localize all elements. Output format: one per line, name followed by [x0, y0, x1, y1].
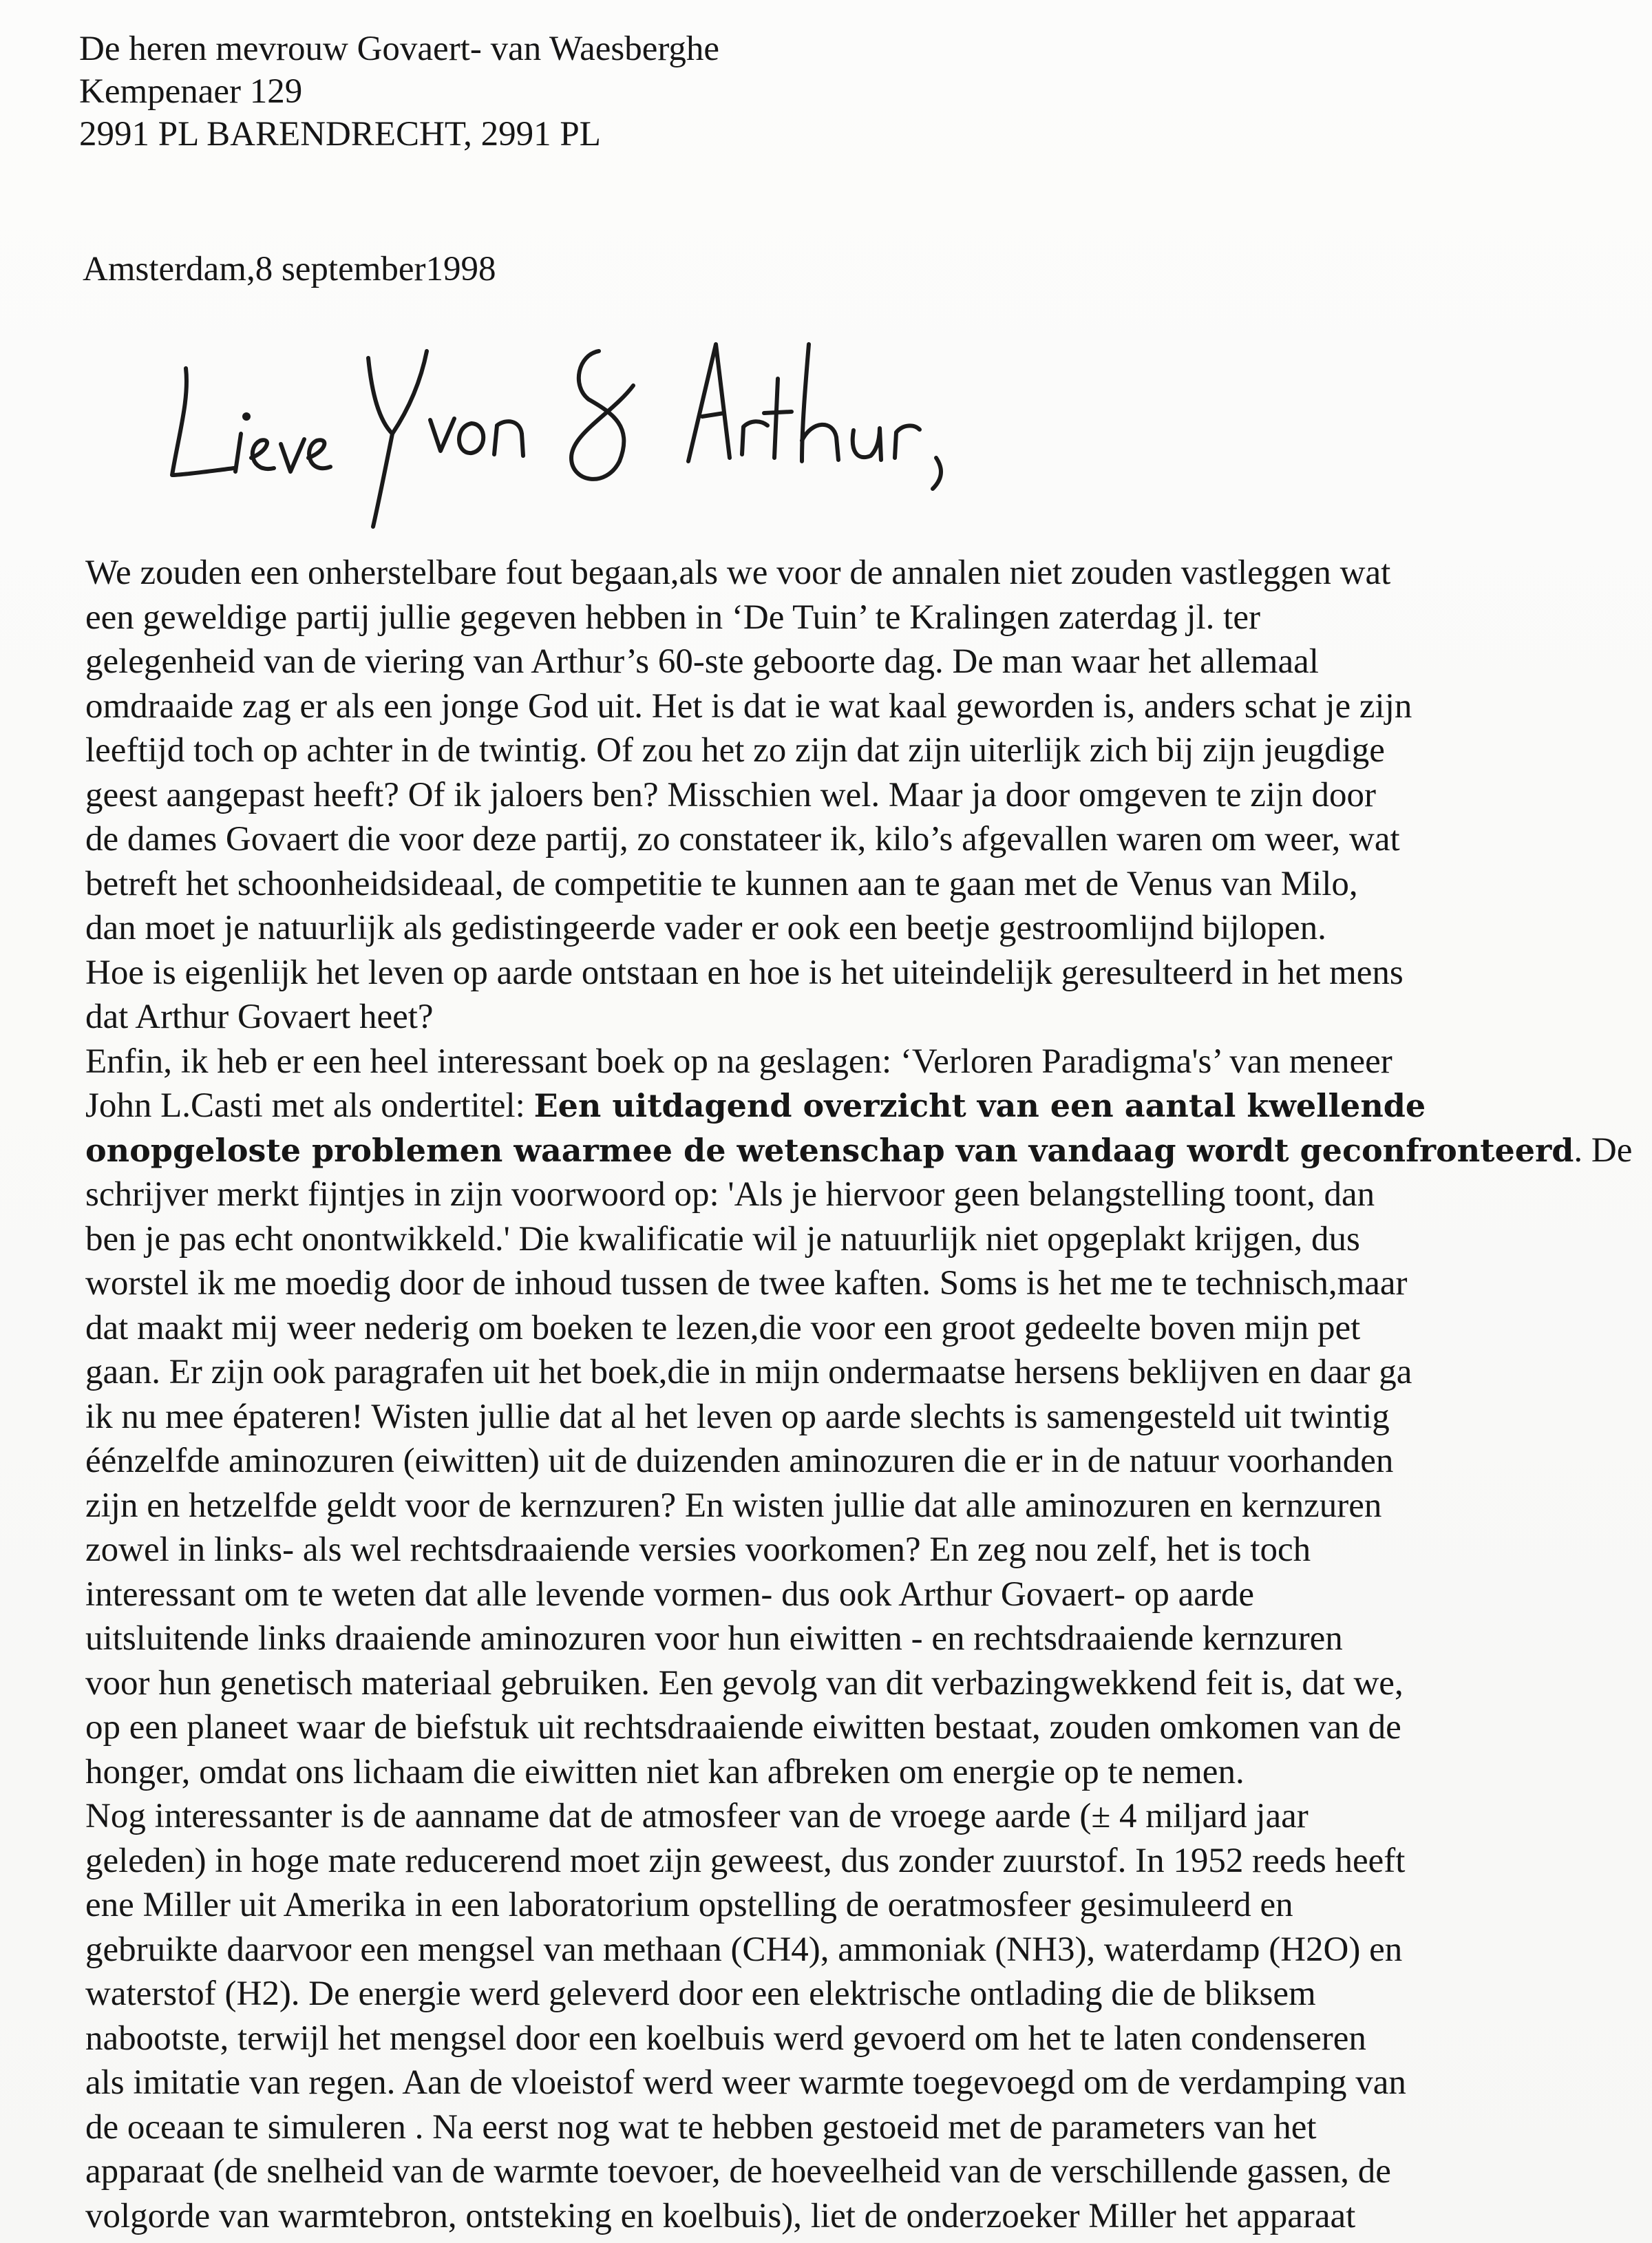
body-line: ben je pas echt onontwikkeld.' Die kwalificatie wil je natuurlijk niet opgeplakt krijgen, dus	[85, 1219, 1360, 1259]
body-line: zowel in links- als wel rechtsdraaiende versies voorkomen? En zeg nou zelf, het is toch	[85, 1530, 1311, 1569]
body-line: éénzelfde aminozuren (eiwitten) uit de duizenden aminozuren die er in de natuur voorhanden	[85, 1442, 1394, 1480]
body-line: dat maakt mij weer nederig om boeken te lezen,die voor een groot gedeelte boven mijn pet	[85, 1308, 1361, 1347]
body-line: John L.Casti met als ondertitel: Een uitdagend overzicht van een aantal kwellende	[85, 1086, 1426, 1125]
body-line: geest aangepast heeft? Of ik jaloers ben? Misschien wel. Maar ja door omgeven te zijn door	[85, 775, 1376, 814]
body-line: ene Miller uit Amerika in een laboratorium opstelling de oeratmosfeer gesimuleerd en	[85, 1886, 1293, 1924]
body-line: worstel ik me moedig door de inhoud tussen de twee kaften. Soms is het me te technisch,maar	[85, 1264, 1408, 1303]
address-line-city: 2991 PL BARENDRECHT, 2991 PL	[79, 115, 601, 154]
body-line: geleden) in hoge mate reducerend moet zijn geweest, dus zonder zuurstof. In 1952 reeds heeft	[85, 1841, 1406, 1880]
body-line: omdraaide zag er als een jonge God uit. Het is dat ie wat kaal geworden is, anders schat je zijn	[85, 686, 1412, 726]
body-line: zijn en hetzelfde geldt voor de kernzuren? En wisten jullie dat alle aminozuren en kernzuren	[85, 1486, 1382, 1525]
address-line-street: Kempenaer 129	[79, 72, 303, 111]
body-line: Hoe is eigenlijk het leven op aarde ontstaan en hoe is het uiteindelijk geresulteerd in het mens	[85, 953, 1404, 992]
body-line: gelegenheid van de viering van Arthur’s 60-ste geboorte dag. De man waar het allemaal	[85, 642, 1319, 681]
book-subtitle-bold: onopgeloste problemen waarmee de wetenschap van vandaag wordt geconfronteerd	[85, 1131, 1574, 1169]
handwritten-salutation	[158, 303, 957, 537]
body-line: volgorde van warmtebron, ontsteking en koelbuis), liet de onderzoeker Miller het apparaat	[85, 2196, 1356, 2235]
body-line: dat Arthur Govaert heet?	[85, 998, 434, 1036]
body-line: dan moet je natuurlijk als gedistingeerde vader er ook een beetje gestroomlijnd bijlopen.	[85, 909, 1326, 947]
body-line: gebruikte daarvoor een mengsel van methaan (CH4), ammoniak (NH3), waterdamp (H2O) en	[85, 1930, 1403, 1969]
body-line: leeftijd toch op achter in de twintig. Of zou het zo zijn dat zijn uiterlijk zich bij zijn jeugdige	[85, 731, 1385, 770]
body-line: een geweldige partij jullie gegeven hebben in ‘De Tuin’ te Kralingen zaterdag jl. ter	[85, 598, 1260, 637]
letter-body	[85, 551, 1633, 2238]
body-line: de oceaan te simuleren . Na eerst nog wat te hebben gestoeid met de parameters van het	[85, 2107, 1317, 2147]
recipient-address	[79, 28, 1112, 156]
body-line: waterstof (H2). De energie werd geleverd door een elektrische ontlading die de bliksem	[85, 1975, 1316, 2013]
body-line: Nog interessanter is de aanname dat de atmosfeer van de vroege aarde (± 4 miljard jaar	[85, 1797, 1309, 1835]
body-line: betreft het schoonheidsideaal, de competitie te kunnen aan te gaan met de Venus van Milo,	[85, 864, 1358, 903]
body-line: onopgeloste problemen waarmee de wetenschap van vandaag wordt geconfronteerd. De	[85, 1130, 1633, 1170]
body-line: op een planeet waar de biefstuk uit rechtsdraaiende eiwitten bestaat, zouden omkomen van de	[85, 1708, 1401, 1747]
body-line: ik nu mee épateren! Wisten jullie dat al het leven op aarde slechts is samengesteld uit twintig	[85, 1397, 1390, 1436]
body-line: apparaat (de snelheid van de warmte toevoer, de hoeveelheid van de verschillende gassen, de	[85, 2152, 1391, 2191]
book-subtitle-bold: Een uitdagend overzicht van een aantal kwellende	[533, 1087, 1426, 1124]
body-line: Enfin, ik heb er een heel interessant boek op na geslagen: ‘Verloren Paradigma's’ van meneer	[85, 1042, 1392, 1081]
body-line: de dames Govaert die voor deze partij, zo constateer ik, kilo’s afgevallen waren om weer, wat	[85, 820, 1400, 859]
body-line: interessant om te weten dat alle levende vormen- dus ook Arthur Govaert- op aarde	[85, 1575, 1254, 1614]
address-line-name: De heren mevrouw Govaert- van Waesberghe	[79, 30, 720, 68]
body-line: nabootste, terwijl het mengsel door een koelbuis werd gevoerd om het te laten condenseren	[85, 2019, 1366, 2058]
body-line: voor hun genetisch materiaal gebruiken. Een gevolg van dit verbazingwekkend feit is, dat we,	[85, 1663, 1404, 1703]
body-line: We zouden een onherstelbare fout begaan,als we voor de annalen niet zouden vastleggen wat	[85, 554, 1391, 592]
body-line: uitsluitende links draaiende aminozuren voor hun eiwitten - en rechtsdraaiende kernzuren	[85, 1619, 1343, 1658]
body-line: honger, omdat ons lichaam die eiwitten niet kan afbreken om energie op te nemen.	[85, 1752, 1245, 1791]
body-line: schrijver merkt fijntjes in zijn voorwoord op: 'Als je hiervoor geen belangstelling toont, dan	[85, 1175, 1375, 1214]
body-line: gaan. Er zijn ook paragrafen uit het boek,die in mijn ondermaatse hersens beklijven en daar ga	[85, 1353, 1412, 1391]
body-line: als imitatie van regen. Aan de vloeistof werd weer warmte toegevoegd om de verdamping van	[85, 2063, 1406, 2102]
letter-date: Amsterdam,8 september1998	[83, 250, 496, 288]
